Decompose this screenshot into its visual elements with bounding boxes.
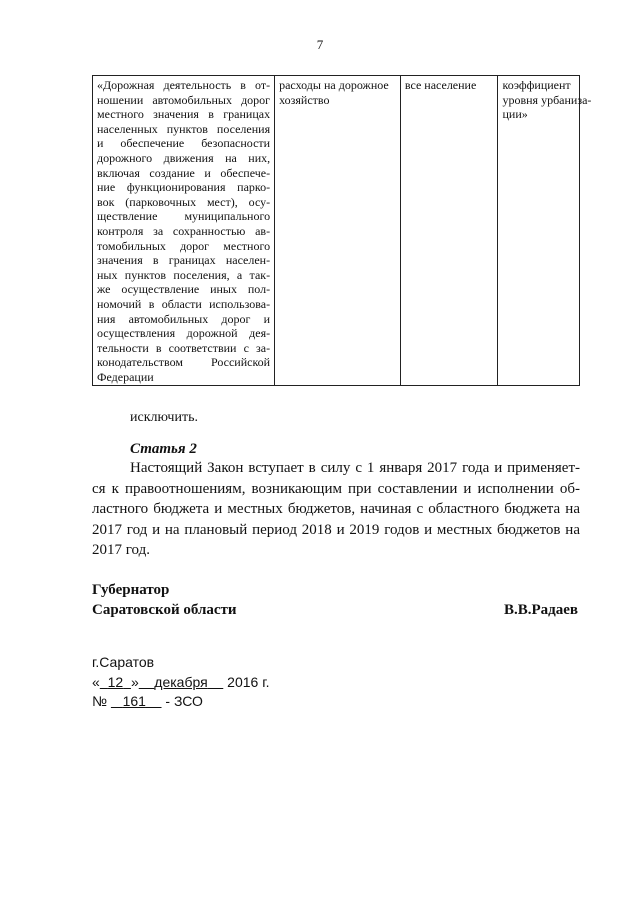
article-line: Настоящий Закон вступает в силу с 1 января 2017 года и применяет-	[130, 460, 580, 476]
number-line	[92, 693, 203, 709]
number-sign: №	[92, 693, 108, 709]
cell-text-line: включая создание и обеспече-	[97, 165, 271, 180]
date-line	[92, 674, 269, 690]
law-number-value: 161	[122, 693, 146, 709]
city-label: г.Саратов	[92, 654, 155, 670]
cell-text-line: значения в границах населен-	[97, 253, 271, 268]
cell-text-line: же осуществление иных пол-	[97, 282, 271, 297]
table-cell-coefficient	[498, 76, 592, 386]
cell-text-line: контроля за сохранностью ав-	[97, 223, 271, 238]
page-number: 7	[316, 37, 324, 52]
date-day	[100, 674, 131, 690]
table-cell-population	[400, 76, 498, 386]
cell-text-line: населенных пунктов поселения	[97, 121, 271, 136]
cell-text-line: вок (парковочных мест), осу-	[97, 194, 271, 209]
exclude-instruction: исключить.	[130, 410, 198, 425]
cell-text-line: осуществления дорожной дея-	[97, 326, 271, 341]
article-body	[92, 458, 580, 561]
signatory-title-line2: Саратовской области	[92, 602, 237, 618]
cell-text-line: ных пунктов поселения, а так-	[97, 267, 271, 282]
cell-text-line: конодательством Российской	[97, 355, 271, 370]
cell-text-line: местного значения в границах	[97, 107, 271, 122]
date-month-value: декабря	[154, 674, 208, 690]
amendment-table	[92, 75, 592, 386]
article-title: Статья 2	[130, 441, 197, 457]
article-line: ластного бюджета и местных бюджетов, начиная с областного бюджета на	[92, 501, 580, 518]
cell-text-line: коэффициент	[502, 78, 571, 92]
cell-text-line: все население	[404, 78, 477, 92]
cell-text-line: номочий в области использова-	[97, 296, 271, 311]
cell-text-line: томобильных дорог местного	[97, 238, 271, 253]
date-open-quote: «	[92, 674, 100, 690]
signatory-name: В.В.Радаев	[503, 602, 578, 618]
date-month	[139, 674, 224, 690]
table-cell-expenses	[275, 76, 401, 386]
cell-text-line: и обеспечение безопасности	[97, 136, 271, 151]
date-close-quote: »	[130, 674, 139, 690]
cell-text-line: ции»	[502, 107, 528, 122]
law-number	[111, 693, 162, 709]
signatory-title-line1: Губернатор	[92, 582, 170, 598]
cell-text-line: ние функционирования парко-	[97, 180, 271, 195]
cell-text-line: ществление муниципального	[97, 209, 271, 224]
table-cell-activity	[93, 76, 275, 386]
number-suffix: - ЗСО	[165, 693, 203, 709]
table-row	[93, 76, 580, 386]
article-line: 2017 год и на плановый период 2018 и 2019 годов и местных бюджетов на	[92, 521, 580, 538]
cell-text-line: расходы на дорожное	[279, 78, 389, 92]
cell-text-line: уровня урбаниза-	[502, 92, 592, 107]
date-day-value: 12	[107, 674, 124, 690]
cell-text-line: ния автомобильных дорог и	[97, 311, 271, 326]
cell-text-line: тельности в соответствии с за-	[97, 340, 271, 355]
cell-text-line: «Дорожная деятельность в от-	[97, 78, 271, 92]
cell-text-line: хозяйство	[279, 92, 330, 107]
cell-text-line: Федерации	[97, 369, 154, 384]
cell-text-line: дорожного движения на них,	[97, 150, 271, 165]
date-year: 2016 г.	[227, 674, 270, 690]
cell-text-line: ношении автомобильных дорог	[97, 92, 271, 107]
article-line: 2017 год.	[92, 542, 150, 559]
article-line: ся к правоотношениям, возникающим при составлении и исполнении об-	[92, 480, 580, 497]
